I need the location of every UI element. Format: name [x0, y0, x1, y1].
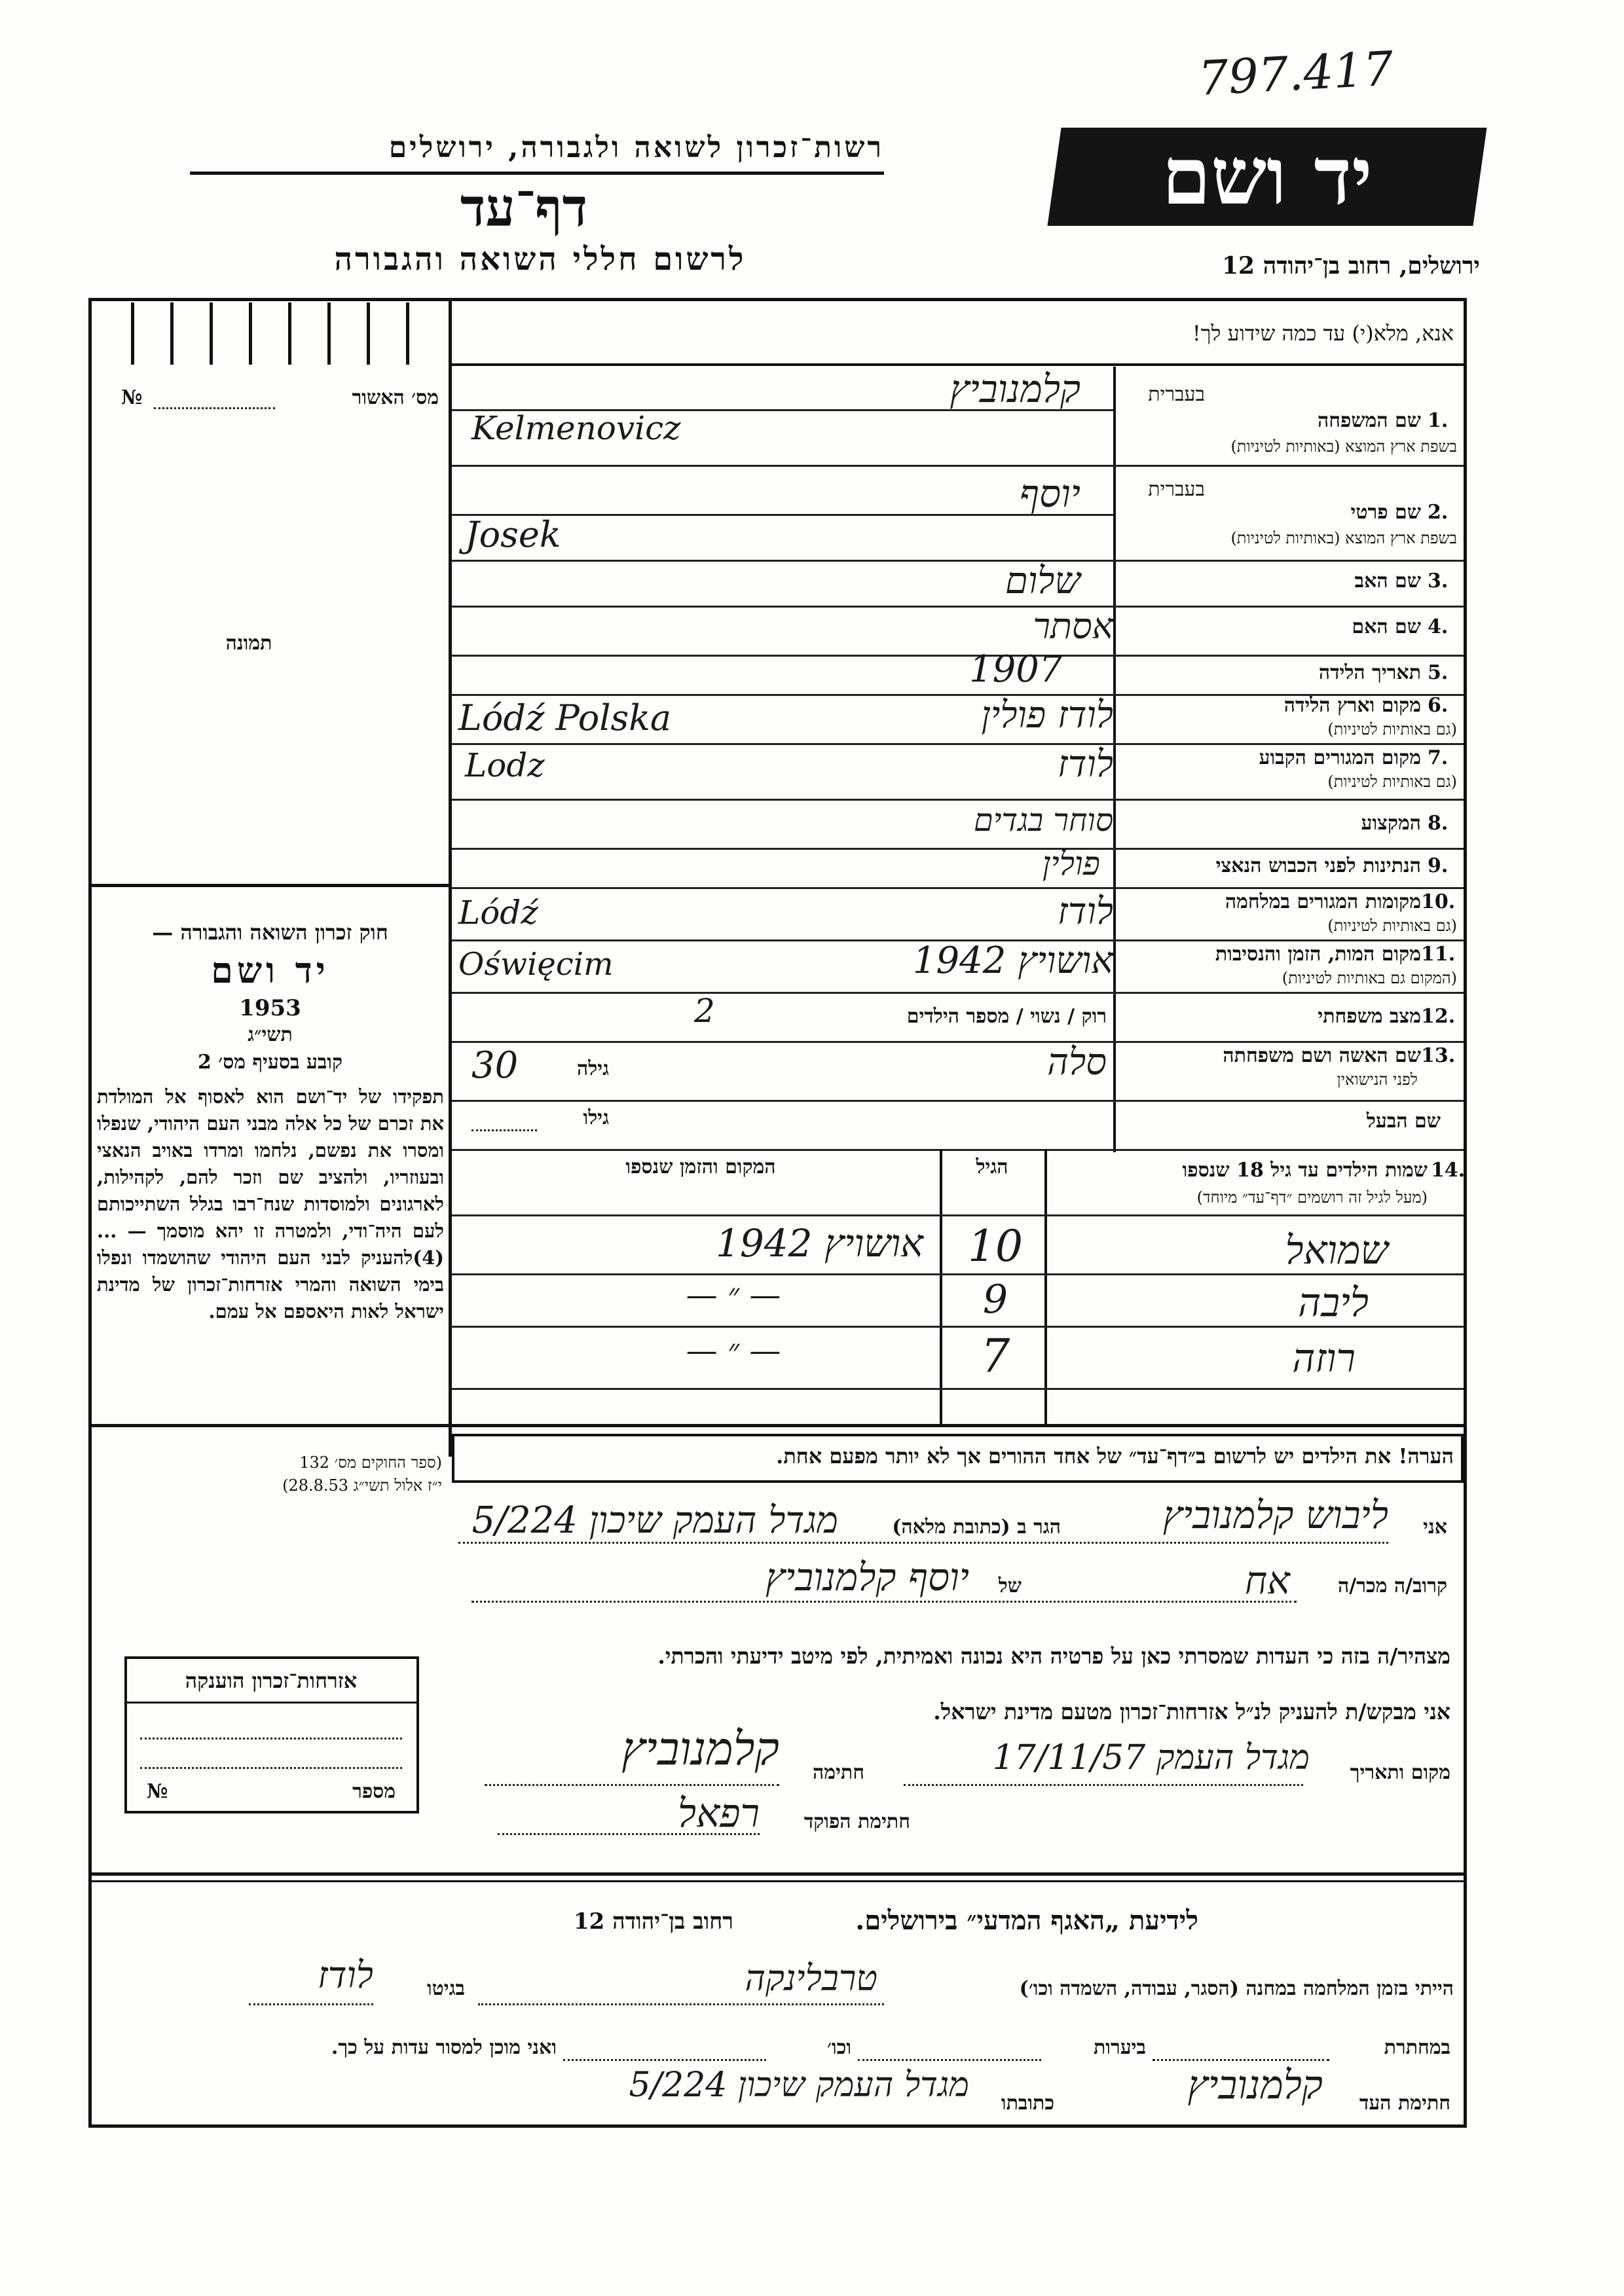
field-2-num: 2.	[1428, 501, 1449, 524]
field-4-line	[452, 655, 1464, 657]
field-6-label: מקום וארץ הלידה	[1283, 694, 1421, 717]
field-1-value-he[interactable]: קלמנוביץ	[950, 367, 1080, 411]
ready-label: ואני מוכן למסור עדות על כך.	[331, 2036, 557, 2059]
field-4-num: 4.	[1428, 615, 1449, 638]
field-13-age-value[interactable]: 30	[471, 1044, 519, 1087]
bottom-section-divider	[92, 1872, 1464, 1876]
field-11-line	[452, 992, 1464, 994]
field-1-sub: בשפת ארץ המוצא (באותיות לטיניות)	[1230, 437, 1457, 456]
logo-text: יד ושם	[1162, 130, 1373, 223]
place-date-line	[904, 1784, 1303, 1786]
field-10-value-latin[interactable]: Lódź	[458, 894, 538, 932]
field-9-value[interactable]: פולין	[1042, 845, 1100, 883]
field-5-value[interactable]: 1907	[969, 648, 1063, 691]
child-3-name[interactable]: רוזה	[1292, 1336, 1356, 1381]
citizenship-line-1[interactable]	[140, 1738, 402, 1740]
law-title: חוק זכרון השואה והגבורה —	[152, 920, 388, 945]
form-title: דף־עד	[460, 177, 588, 238]
field-3-label: שם האב	[1354, 570, 1421, 592]
header-address: ירושלים, רחוב בן־יהודה 12	[1221, 252, 1480, 280]
relation-line	[471, 1601, 1297, 1603]
approval-number-label: מס׳ האשור	[352, 386, 439, 409]
children-col-divider-1	[1044, 1149, 1047, 1427]
witness-address-label: כתובתו	[1001, 2092, 1054, 2115]
photo-label: תמונה	[225, 632, 272, 655]
child-3-age[interactable]: 7	[980, 1329, 1010, 1383]
bottom-title: לידיעת „האגף המדעי״ בירושלים.	[855, 1905, 1198, 1936]
field-4-label: שם האם	[1352, 615, 1421, 638]
bottom-address: רחוב בן־יהודה 12	[573, 1908, 733, 1935]
declarant-address[interactable]: מגדל העמק שיכון 5/224	[471, 1499, 838, 1542]
camp-value[interactable]: טרבלינקה	[745, 1958, 877, 1999]
label-column-divider	[1113, 367, 1116, 1152]
forest-label: ביערות	[1093, 2036, 1146, 2059]
field-12-status-label: רוק / נשוי / מספר הילדים	[906, 1005, 1107, 1028]
field-12-label: מצב משפחתי	[1318, 1005, 1421, 1028]
citizenship-box	[124, 1656, 419, 1813]
bottom-section-divider-2	[92, 1880, 1464, 1882]
field-3-value[interactable]: שלום	[1005, 560, 1080, 602]
field-4-value[interactable]: אסתר	[1033, 606, 1113, 647]
field-1-latin-line	[452, 465, 1464, 467]
children-sub: (מעל לגיל זה רושמים ״דף־עד״ מיוחד)	[1196, 1188, 1428, 1207]
signature-label: חתימה	[813, 1761, 864, 1784]
left-column-divider	[449, 301, 452, 1457]
intro-underline	[452, 363, 1464, 366]
hiding-label: במחתרת	[1384, 2036, 1450, 2059]
child-1-place[interactable]: אושויץ 1942	[715, 1221, 923, 1266]
field-7-sub: (גם באותיות לטיניות)	[1327, 773, 1457, 791]
officer-label: חתימת הפוקד	[803, 1810, 910, 1833]
child-1-age[interactable]: 10	[968, 1221, 1023, 1271]
field-9-num: 9.	[1428, 854, 1449, 877]
children-label: שמות הילדים עד גיל 18 שנספו	[1182, 1159, 1428, 1182]
field-1-label: שם המשפחה	[1317, 409, 1421, 432]
field-13-value[interactable]: סלה	[1047, 1041, 1107, 1084]
field-6-sub: (גם באותיות לטיניות)	[1327, 720, 1457, 738]
relation-label: קרוב/ה מכר/ה	[1338, 1575, 1447, 1597]
children-col-divider-2	[940, 1149, 942, 1427]
declaration-i-label: אני	[1423, 1516, 1447, 1539]
child-1-line	[452, 1273, 1464, 1275]
field-6-value-latin[interactable]: Lódź Polska	[458, 697, 672, 738]
ghetto-label: בגיטו	[426, 1977, 465, 2000]
table-bottom	[92, 1424, 1464, 1427]
authority-underline	[190, 172, 884, 175]
field-11-value-latin[interactable]: Oświęcim	[458, 946, 614, 983]
ghetto-value[interactable]: לודז	[317, 1954, 373, 1997]
citizenship-title: אזרחות־זכרון הוענקה	[185, 1668, 358, 1693]
citizenship-no-mark: №	[147, 1780, 168, 1803]
field-13-num: 13.	[1421, 1044, 1456, 1067]
children-num: 14.	[1431, 1159, 1466, 1182]
declarant-name[interactable]: ליבוש קלמנוביץ	[1162, 1493, 1388, 1537]
citizenship-line-2[interactable]	[140, 1767, 402, 1769]
field-11-value-he[interactable]: אושויץ 1942	[912, 939, 1113, 982]
of-name[interactable]: יוסף קלמנוביץ	[765, 1555, 969, 1599]
field-5-label: תאריך הלידה	[1318, 661, 1421, 684]
field-5-num: 5.	[1428, 661, 1449, 684]
field-9-label: הנתינות לפני הכבוש הנאצי	[1215, 854, 1421, 877]
field-13-line	[452, 1100, 1464, 1102]
field-13-age-label: גילה	[576, 1057, 609, 1080]
field-7-line	[452, 799, 1464, 801]
signature-line	[485, 1784, 779, 1786]
husband-label: שם הבעל	[1366, 1110, 1441, 1133]
witness-sig-label: חתימת העד	[1359, 2092, 1450, 2115]
declaration-statement: מצהיר/ה בזה כי העדות שמסרתי כאן על פרטיה היא נכונה ואמיתית, לפי מיטב ידיעתי והכרתי.	[657, 1643, 1450, 1669]
child-1-name[interactable]: שמואל	[1285, 1228, 1388, 1273]
field-2-sub: בשפת ארץ המוצא (באותיות לטיניות)	[1230, 529, 1457, 547]
field-7-label: מקום המגורים הקבוע	[1259, 746, 1421, 769]
field-10-value-he[interactable]: לודז	[1057, 890, 1113, 933]
child-3-line	[452, 1388, 1464, 1390]
etc-line[interactable]	[563, 2059, 766, 2061]
witness-address[interactable]: מגדל העמק שיכון 5/224	[629, 2066, 969, 2105]
field-2-value-he[interactable]: יוסף	[1019, 471, 1080, 516]
field-1-in-hebrew-label: בעברית	[1148, 383, 1205, 406]
field-2-in-hebrew-label: בעברית	[1148, 478, 1205, 501]
child-2-age[interactable]: 9	[982, 1277, 1008, 1322]
citizenship-number-label: מספר	[352, 1780, 396, 1803]
law-text: תפקידו של יד־ושם הוא לאסוף אל המולדת את זכרם של כל אלה מבני העם היהודי, שנפלו ומסרו את נפשם, נלחמו ומרדו באויב הנאצי ובעוזריו, ולהציב שם וזכר להם, לקהילות, לארגונים ולמוסדות שנח־רבו בגלל השתייכותם לעם היה־ודי, ולמטרה זו יהא מוסמך — ...(4)להעניק לבני העם היהודי שהושמדו ונפלו בימי השואה והמרי אזרחות־זכרון של מדינת ישראל לאות היאספם אל עמם.	[97, 1085, 444, 1322]
field-6-num: 6.	[1428, 694, 1449, 717]
law-hebrew-year: תשי״ג	[248, 1023, 293, 1046]
children-col-age: הגיל	[976, 1156, 1008, 1178]
husband-line	[452, 1149, 1464, 1151]
children-header-line	[452, 1214, 1464, 1216]
field-13-label: שם האשה ושם משפחתה	[1223, 1044, 1421, 1067]
field-7-num: 7.	[1428, 746, 1449, 769]
children-col-place: המקום והזמן שנספו	[625, 1156, 776, 1178]
witness-signature[interactable]: קלמנוביץ	[1187, 2062, 1323, 2108]
yad-vashem-logo	[1047, 128, 1486, 226]
field-1-num: 1.	[1428, 409, 1449, 432]
of-label: של	[998, 1575, 1022, 1597]
authority-name: רשות־זכרון לשואה ולגבורה, ירושלים	[388, 131, 884, 164]
field-12-num: 12.	[1421, 1005, 1456, 1028]
forest-line[interactable]	[858, 2059, 1041, 2061]
child-2-line	[452, 1326, 1464, 1328]
photo-box-bottom	[92, 884, 449, 887]
declaration-request: אני מבקש/ת להעניק לנ״ל אזרחות־זכרון מטעם מדינת ישראל.	[933, 1699, 1450, 1724]
child-3-place[interactable]: — ״ —	[686, 1332, 781, 1369]
field-11-num: 11.	[1421, 943, 1456, 966]
place-date-label: מקום ותאריך	[1350, 1761, 1450, 1784]
approval-number-field[interactable]	[154, 407, 275, 409]
child-2-name[interactable]: ליבה	[1298, 1280, 1369, 1326]
law-name: יד ושם	[211, 949, 329, 991]
note-text: הערה! את הילדים יש לרשום ב״דף־עד״ של אחד ההורים אך לא יותר מפעם אחת.	[776, 1444, 1454, 1468]
archive-number: 797.417	[1197, 41, 1395, 106]
hiding-line[interactable]	[1153, 2059, 1329, 2061]
field-8-label: המקצוע	[1361, 812, 1421, 835]
declarant-signature[interactable]: קלמנוביץ	[621, 1722, 779, 1776]
husband-age-field[interactable]	[471, 1129, 537, 1131]
law-year: 1953	[239, 995, 301, 1021]
ghetto-line	[249, 2003, 373, 2005]
field-2-label: שם פרטי	[1350, 501, 1421, 524]
field-11-label: מקום המות, הזמן והנסיבות	[1215, 943, 1421, 966]
officer-line	[498, 1833, 760, 1835]
law-date: י״ז אלול תשי״ג 28.8.53)	[282, 1476, 442, 1495]
approval-number-boxes	[92, 302, 449, 368]
field-10-num: 10.	[1421, 890, 1456, 913]
form-subtitle: לרשום חללי השואה והגבורה	[334, 241, 747, 278]
intro-text: אנא, מלא(י) עד כמה שידוע לך!	[1192, 321, 1454, 346]
husband-age-label: גילו	[583, 1106, 609, 1129]
approval-no-mark: №	[121, 386, 143, 409]
law-source: (ספר החוקים מס׳ 132	[299, 1453, 442, 1472]
law-section: קובע בסעיף מס׳ 2	[197, 1051, 343, 1074]
field-7-value-latin[interactable]: Lodz	[465, 746, 545, 784]
field-3-num: 3.	[1428, 570, 1449, 592]
declarant-line	[458, 1542, 1388, 1544]
etc-label: וכו׳	[827, 2036, 851, 2059]
camp-label: הייתי בזמן המלחמה במחנה (הסגר, עבודה, השמדה וכו׳)	[1019, 1977, 1454, 2000]
field-12-children-value[interactable]: 2	[694, 992, 715, 1030]
field-9-line	[452, 887, 1464, 889]
relation-value[interactable]: אח	[1244, 1558, 1290, 1603]
field-13-sub: לפני הנישואין	[1337, 1070, 1418, 1089]
field-10-sub: (גם באותיות לטיניות)	[1327, 917, 1457, 935]
field-11-sub: (המקום גם באותיות לטיניות)	[1282, 969, 1457, 987]
field-6-value-he[interactable]: לודז פולין	[981, 694, 1113, 737]
field-10-label: מקומות המגורים במלחמה	[1225, 890, 1421, 913]
field-8-value[interactable]: סוחר בגדים	[973, 802, 1113, 839]
child-2-place[interactable]: — ״ —	[686, 1277, 781, 1313]
field-1-value-latin[interactable]: Kelmenovicz	[471, 409, 681, 447]
resides-label: הגר ב (כתובת מלאה)	[892, 1516, 1061, 1539]
field-8-num: 8.	[1428, 812, 1449, 835]
place-date-value[interactable]: מגדל העמק 17/11/57	[992, 1738, 1310, 1777]
field-7-value-he[interactable]: לודז	[1057, 743, 1113, 786]
camp-line	[478, 2003, 884, 2005]
officer-signature[interactable]: רפאל	[678, 1791, 760, 1836]
field-2-value-latin[interactable]: Josek	[465, 514, 561, 555]
